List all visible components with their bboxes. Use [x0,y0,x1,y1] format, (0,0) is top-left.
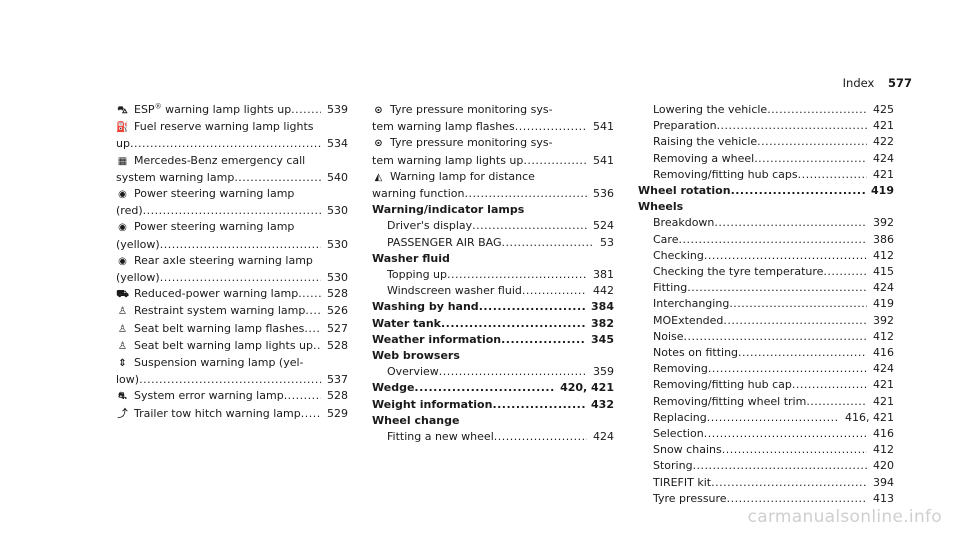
index-row [638,118,894,134]
dot-leader [707,410,839,426]
index-row [638,475,894,491]
index-row [638,345,894,361]
entry-line: ◉ Rear axle steering warning lamp [116,253,348,270]
page-ref: 541 [593,120,614,134]
page-ref: 534 [327,137,348,151]
dot-leader [305,303,321,319]
page-ref: 421 [873,378,894,392]
index-subentry [638,118,894,134]
index-subentry [638,394,894,410]
index-subentry [372,364,614,380]
page-ref: 416 [873,346,894,360]
index-row [372,283,614,299]
index-heading: Warning/indicator lamps [372,203,525,217]
index-column-1 [116,102,348,423]
page-ref: 382 [591,316,614,330]
index-row [638,313,894,329]
dot-leader [479,299,585,315]
page-ref: 416, 421 [845,410,894,424]
index-row [116,338,348,355]
suspension-icon: ⇕ [118,358,127,370]
index-row [638,361,894,377]
index-entry [116,388,348,405]
index-entry [116,119,348,152]
page-ref: 539 [327,103,348,116]
dot-leader [522,283,587,299]
page-ref: 359 [593,365,614,379]
page-ref: 424 [593,430,614,444]
entry-text: ⛍ ESP® warning lamp lights up [116,102,291,119]
page-ref: 536 [593,187,614,201]
index-subentry [372,267,614,283]
index-row [372,218,614,234]
page-ref: 425 [873,103,894,116]
index-subentry [638,134,894,150]
index-row [372,380,614,396]
index-subentry [638,313,894,329]
index-column-3 [638,102,894,507]
index-subentry [638,232,894,248]
dot-leader [711,475,867,491]
index-row [372,332,614,348]
dot-leader [441,316,585,332]
page-ref: 528 [327,389,348,403]
page-ref: 530 [327,271,348,285]
index-row [638,102,894,118]
index-row [372,397,614,413]
dot-leader [792,377,867,393]
entry-text: Checking the tyre temperature [653,265,824,279]
index-row [116,136,348,152]
entry-text: system warning lamp [116,170,235,184]
entry-line: ▦ Mercedes-Benz emergency call [116,153,348,170]
entry-text: PASSENGER AIR BAG [387,235,502,249]
entry-text: Topping up [387,268,448,282]
entry-text: Removing a wheel [653,151,755,165]
page-ref: 530 [327,204,348,218]
dot-leader [143,203,321,219]
trailer-hitch-icon: ⤴ [117,408,128,420]
restraint-system-icon: ♙ [118,306,127,318]
index-subentry [372,429,614,445]
page-ref: 537 [327,373,348,387]
entry-text: ⛟ Reduced-power warning lamp [116,286,298,303]
entry-text: tem warning lamp lights up [372,153,524,167]
dot-leader [754,151,867,167]
steering-wheel-icon: ◉ [118,255,127,267]
page-ref: 424 [873,151,894,165]
entry-text: Removing/fitting hub cap [653,378,792,392]
page-number: 577 [887,76,912,90]
index-subentry [638,345,894,361]
dot-leader [284,388,321,404]
index-row [638,491,894,507]
page-ref: 415 [873,265,894,279]
dot-leader [160,270,321,286]
index-subentry [638,215,894,231]
dot-leader [439,364,587,380]
dot-leader [130,136,321,152]
dot-leader [501,332,585,348]
entry-text: Noise [653,329,684,343]
entry-text: Raising the vehicle [653,135,758,149]
steering-wheel-icon: ◉ [118,189,127,201]
seat-belt-icon: ♙ [118,340,127,352]
tyre-pressure-icon: ⊙ [374,105,383,116]
index-subentry [638,329,894,345]
dot-leader [729,296,867,312]
dot-leader [502,235,594,251]
page-ref: 345 [591,332,614,346]
index-row [372,429,614,445]
index-row [638,394,894,410]
page-ref: 540 [327,170,348,184]
dot-leader [738,345,867,361]
entry-text: Notes on fitting [653,346,739,360]
index-row [116,170,348,186]
dot-leader [291,102,321,118]
dot-leader [704,426,867,442]
index-heading-entry [372,332,614,348]
page-ref: 413 [873,491,894,505]
page-ref: 421 [873,394,894,408]
seat-belt-icon: ♙ [118,323,127,335]
entry-text: tem warning lamp flashes [372,120,515,134]
emergency-call-icon: ▦ [117,155,128,167]
index-row [638,134,894,150]
dot-leader [722,442,867,458]
distance-warning-icon: ◭ [374,171,383,183]
index-row [372,299,614,315]
index-row [116,372,348,388]
entry-text: Removing [653,362,708,376]
index-row [372,153,614,169]
entry-line: ⊙ Tyre pressure monitoring sys- [372,102,614,119]
reduced-power-icon: ⛟ [116,289,129,301]
entry-text: Washing by hand [372,300,479,314]
index-row [372,316,614,332]
page-header-title: Index [842,76,875,90]
entry-text: Fitting a new wheel [387,430,494,444]
dot-leader [723,313,867,329]
index-subentry [638,296,894,312]
index-subentry [638,410,894,426]
entry-text: MOExtended [653,313,724,327]
page-ref: 420 [873,459,894,473]
entry-text: Checking [653,248,704,262]
index-subentry [638,264,894,280]
index-heading: Web browsers [372,349,460,363]
index-heading-entry [638,183,894,199]
entry-line: ◉ Power steering warning lamp [116,186,348,203]
index-row [116,388,348,405]
index-row [638,442,894,458]
page-ref: 386 [873,232,894,246]
page-ref: 421 [873,119,894,133]
dot-leader [714,215,867,231]
entry-text: Removing/fitting wheel trim [653,394,807,408]
index-subentry [372,235,614,251]
fuel-pump-icon: ⛽ [116,122,129,134]
index-row [116,303,348,320]
registered-mark: ® [154,102,162,111]
index-row [116,102,348,119]
entry-text: Weight information [372,397,493,411]
page-ref: 420, 421 [560,381,614,395]
index-entry [116,338,348,355]
page-ref: 526 [327,304,348,318]
index-subentry [638,458,894,474]
page-ref: 424 [873,281,894,295]
page-ref: 412 [873,248,894,262]
dot-leader [464,186,587,202]
entry-text: (yellow) [116,237,160,251]
entry-text: ⛐ System error warning lamp [116,388,284,405]
index-entry [116,253,348,286]
index-row [372,235,614,251]
index-heading-entry [372,380,614,396]
dot-leader [767,102,867,118]
index-subentry [638,167,894,183]
index-heading: Wheel change [372,413,460,427]
index-heading-entry [372,316,614,332]
page-ref: 421 [873,167,894,181]
dot-leader [708,361,867,377]
tyre-pressure-icon: ⊙ [374,138,383,150]
entry-text: Overview [387,365,439,379]
index-heading-entry [372,299,614,315]
dot-leader [693,458,867,474]
entry-text: low) [116,373,140,387]
index-subentry [638,151,894,167]
index-subentry [372,283,614,299]
page-ref: 528 [327,338,348,352]
index-entry [372,102,614,135]
car-error-icon: ⛐ [118,391,127,403]
index-subentry [638,280,894,296]
index-row [116,286,348,303]
dot-leader [301,406,321,422]
dot-leader [414,380,554,396]
page-ref: 419 [871,184,894,198]
dot-leader [447,267,587,283]
dot-leader [523,153,587,169]
page-ref: 530 [327,237,348,251]
dot-leader [704,248,867,264]
index-subentry [638,426,894,442]
page-header [843,76,912,90]
index-row [638,280,894,296]
index-row [638,167,894,183]
dot-leader [472,218,587,234]
entry-text: ⤴ Trailer tow hitch warning lamp [116,406,301,423]
dot-leader [684,329,867,345]
index-row [638,410,894,426]
page-ref: 394 [873,475,894,489]
entry-text: TIREFIT kit [653,475,712,489]
entry-text: Windscreen washer fluid [387,284,522,298]
entry-text: Fitting [653,281,688,295]
dot-leader [687,280,867,296]
page-ref: 419 [873,297,894,311]
index-entry [372,169,614,202]
dot-leader [234,170,321,186]
index-row [638,183,894,199]
entry-text: Wheel rotation [638,184,731,198]
index-subentry [638,491,894,507]
dot-leader [727,491,867,507]
index-heading: Washer fluid [372,251,450,265]
index-entry [116,303,348,320]
entry-text: Replacing [653,410,707,424]
index-row [372,364,614,380]
page-ref: 392 [873,216,894,230]
index-subentry [638,377,894,393]
index-entry [116,321,348,338]
page-ref: 53 [600,235,614,249]
entry-text: Water tank [372,316,441,330]
dot-leader [678,232,867,248]
watermark: carmanualsonline.info [747,507,942,527]
entry-line: ⊙ Tyre pressure monitoring sys- [372,135,614,152]
index-row [116,321,348,338]
index-row [116,406,348,423]
index-subentry [638,475,894,491]
entry-text: Preparation [653,119,717,133]
index-row [372,267,614,283]
entry-line: ◭ Warning lamp for distance [372,169,614,186]
entry-text: Interchanging [653,297,730,311]
page-ref: 412 [873,329,894,343]
page-ref: 381 [593,268,614,282]
page-ref: 422 [873,135,894,149]
dot-leader [757,134,867,150]
index-subentry [638,248,894,264]
index-row [638,215,894,231]
page-ref: 416 [873,427,894,441]
dot-leader [494,429,587,445]
index-heading-entry [372,397,614,413]
dot-leader [717,118,867,134]
index-entry [116,286,348,303]
dot-leader [304,321,321,337]
entry-text: ♙ Seat belt warning lamp flashes [116,321,304,338]
entry-text: Care [653,232,679,246]
index-entry [116,355,348,388]
page-ref: 424 [873,362,894,376]
entry-text: Removing/fitting hub caps [653,167,798,181]
entry-text: Tyre pressure [653,491,727,505]
index-subentry [638,442,894,458]
entry-text: ♙ Restraint system warning lamp [116,303,305,320]
page-ref: 384 [591,300,614,314]
dot-leader [492,397,585,413]
index-entry [372,135,614,168]
index-row [372,119,614,135]
index-row [638,264,894,280]
entry-text: (yellow) [116,271,160,285]
index-row [116,203,348,219]
page-ref: 442 [593,284,614,298]
entry-text: Breakdown [653,216,715,230]
index-row [638,248,894,264]
entry-text: Wedge [372,381,415,395]
dot-leader [806,394,867,410]
entry-text: Lowering the vehicle [653,103,768,116]
page-ref: 529 [327,406,348,420]
entry-line: ⇕ Suspension warning lamp (yel- [116,355,348,372]
index-subentry [638,102,894,118]
dot-leader [798,167,867,183]
entry-line: ⛽ Fuel reserve warning lamp lights [116,119,348,136]
entry-text: warning function [372,187,465,201]
index-row [116,237,348,253]
entry-text: Snow chains [653,443,722,457]
index-row [638,232,894,248]
index-entry [116,102,348,119]
index-subentry [638,361,894,377]
index-row [638,151,894,167]
index-subentry [372,218,614,234]
page-ref: 392 [873,313,894,327]
page-ref: 412 [873,443,894,457]
page-ref: 432 [591,397,614,411]
entry-text: Selection [653,427,704,441]
dot-leader [160,237,321,253]
index-heading: Wheels [638,200,684,214]
index-row [638,296,894,312]
entry-text: up [116,137,130,151]
dot-leader [515,119,587,135]
entry-text: Storing [653,459,693,473]
entry-text: (red) [116,204,143,218]
index-row [372,186,614,202]
index-column-2 [372,102,614,445]
index-row [638,329,894,345]
page-ref: 541 [593,153,614,167]
entry-text: ♙ Seat belt warning lamp lights up [116,338,313,355]
index-entry [116,219,348,252]
entry-text: Driver's display [387,219,473,233]
index-entry [116,186,348,219]
index-row [638,377,894,393]
index-entry [116,153,348,186]
index-row [638,458,894,474]
dot-leader [139,372,321,388]
dot-leader [823,264,867,280]
index-row [638,426,894,442]
page-ref: 524 [593,219,614,233]
dot-leader [298,286,321,302]
dot-leader [313,338,321,354]
page-ref: 527 [327,321,348,335]
page-ref: 528 [327,287,348,301]
index-entry [116,406,348,423]
entry-text: Weather information [372,332,502,346]
dot-leader [731,183,865,199]
steering-wheel-icon: ◉ [118,222,127,234]
index-row [116,270,348,286]
esp-icon: ⛍ [117,105,128,116]
entry-line: ◉ Power steering warning lamp [116,219,348,236]
